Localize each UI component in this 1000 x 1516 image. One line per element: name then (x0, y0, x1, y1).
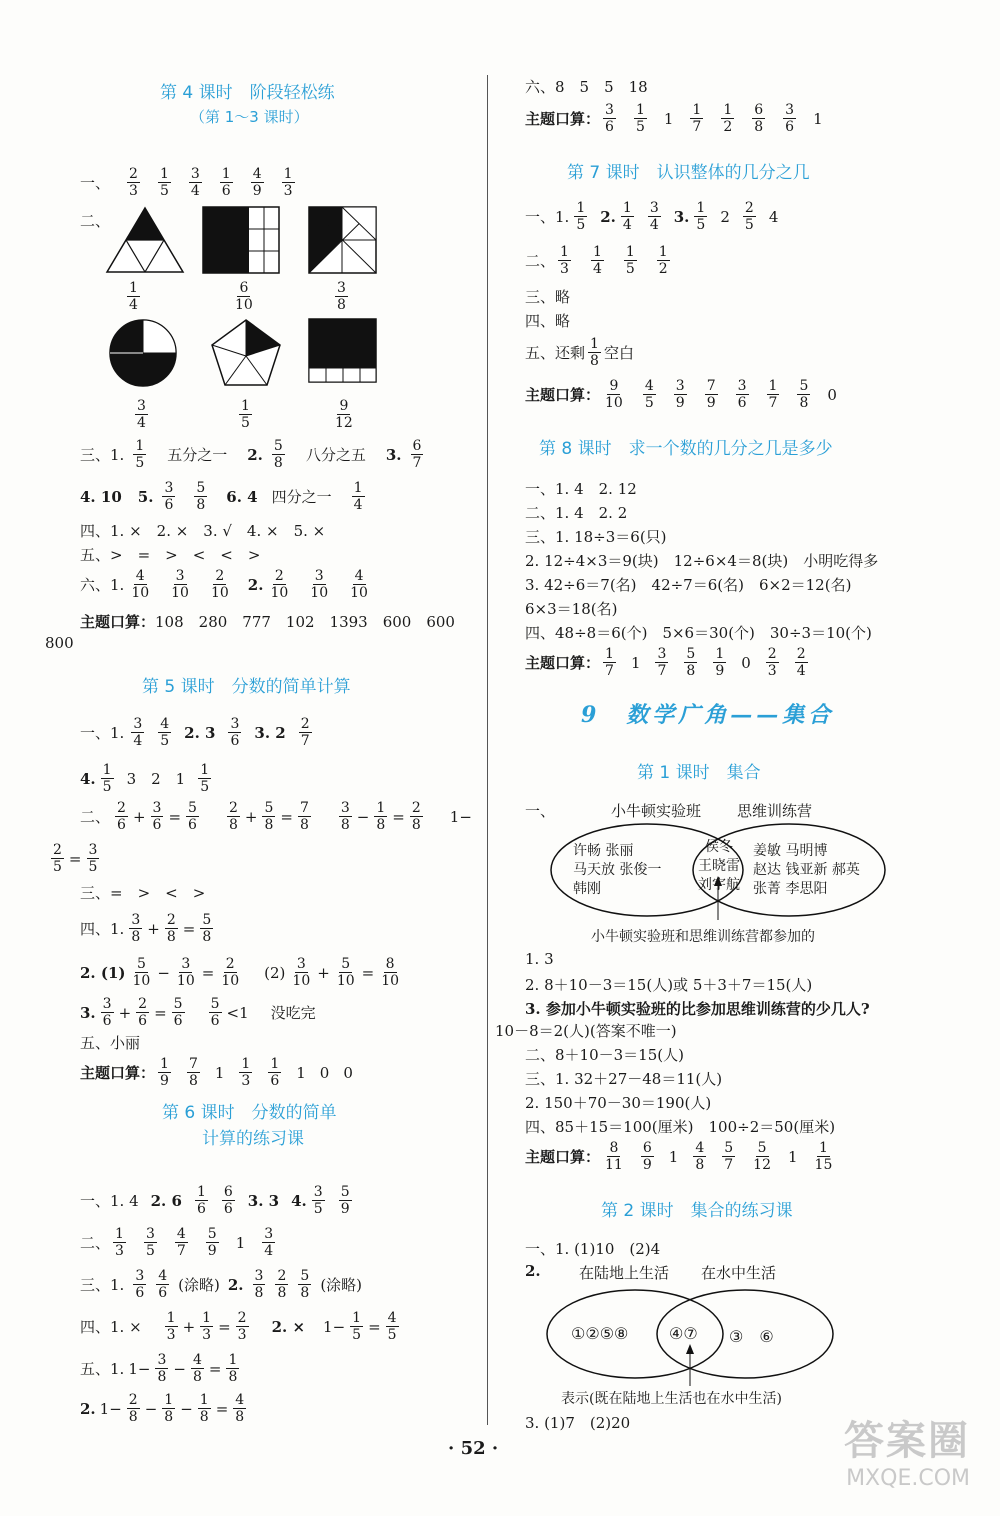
triangle-figure (105, 206, 185, 274)
fraction: $\frac{3}{4}$ (190, 166, 200, 199)
l4-q6: 六、1. $\frac{4}{10}$ $\frac{3}{10}$ $\frac{2}{10}$ 2. $\frac{2}{10}$ $\frac{3}{10}$ $\frac{4}{10}$ (80, 568, 368, 601)
r8-q3-2: 2. 12÷4×3＝9(块) 12÷6×4＝8(块) 小明吃得多 (525, 552, 879, 570)
l4-q3: 三、1. $\frac{1}{5}$ 五分之一 2. $\frac{5}{8}$ 八分之五 3. $\frac{6}{7}$ (80, 438, 422, 471)
fig-caption: $\frac{3}{8}$ (337, 280, 346, 313)
l4-q5: 五、> = > < < > (80, 546, 261, 564)
r91-l8: 四、85＋15＝100(厘米) 100÷2＝50(厘米) (525, 1118, 836, 1136)
lesson-6-title-2: 计算的练习课 (202, 1129, 304, 1149)
venn2-mid: ④⑦ (669, 1324, 698, 1343)
fig-caption: $\frac{1}{5}$ (241, 398, 250, 431)
venn1-mid-names: 侯冬 王晓雷 刘宇航 (698, 839, 740, 893)
rectangle-figure-tenths (202, 206, 282, 274)
l5-q4-1: 四、1. $\frac{3}{8}$ + $\frac{2}{8}$ = $\frac{5}{8}$ (80, 912, 212, 945)
l5-q4-3: 3. $\frac{3}{6}$ + $\frac{2}{6}$ = $\frac{5}{6}$ $\frac{5}{6}$ <1 没吃完 (80, 996, 316, 1029)
r-mental-4: 主题口算： $\frac{8}{11}$ $\frac{6}{9}$ 1 $\frac{4}{8}$ $\frac{5}{7}$ $\frac{5}{12}$ 1 $\frac{1}{15}$ (525, 1140, 833, 1173)
fraction: $\frac{1}{5}$ (159, 166, 169, 199)
fraction: $\frac{2}{3}$ (129, 166, 138, 199)
lesson-4-title: 第 4 课时 阶段轻松练 (160, 83, 335, 103)
fraction: $\frac{4}{9}$ (252, 166, 262, 199)
r-mental-1: 主题口算： $\frac{3}{6}$ $\frac{1}{5}$ 1 $\frac{1}{7}$ $\frac{1}{2}$ $\frac{6}{8}$ $\frac{3}{6}$ 1 (525, 102, 823, 135)
fig-caption: $\frac{9}{12}$ (335, 398, 353, 431)
r91-l1: 1. 3 (525, 950, 554, 968)
l5-q1: 一、1. $\frac{3}{4}$ $\frac{4}{5}$ 2. 3 $\frac{3}{6}$ 3. 2 $\frac{2}{7}$ (80, 716, 310, 749)
r8-q2: 二、1. 4 2. 2 (525, 504, 628, 522)
l4-q4: 四、1. × 2. × 3. √ 4. × 5. × (80, 522, 326, 540)
r7-q4: 四、略 (525, 312, 571, 330)
r91-l2: 2. 8＋10－3＝15(人)或 5＋3＋7＝15(人) (525, 976, 813, 994)
l6-q5-1: 五、1. 1− $\frac{3}{8}$ − $\frac{4}{8}$ = $\frac{1}{8}$ (80, 1352, 238, 1385)
venn2-left: ①②⑤⑧ (571, 1324, 629, 1343)
venn1-left-title: 小牛顿实验班 (611, 802, 702, 820)
r8-q1: 一、1. 4 2. 12 (525, 480, 637, 498)
lesson-8-title: 第 8 课时 求一个数的几分之几是多少 (539, 439, 833, 459)
venn1-right-names: 姜敏 马明博 赵达 钱亚新 郝英 张菁 李思阳 (753, 843, 860, 897)
l5-q2: 二、 $\frac{2}{6}$ + $\frac{3}{6}$ = $\frac{5}{6}$ $\frac{2}{8}$ + $\frac{5}{8}$ = $\frac{7}{8}$ $\frac{3}{8}$ − $\frac{1}{8}$ = $\frac{2}{8}$ 1− (80, 800, 472, 833)
venn2-left-title: 在陆地上生活 (579, 1264, 670, 1282)
l6-q1: 一、1. 4 2. 6 $\frac{1}{6}$ $\frac{6}{6}$ 3. 3 4. $\frac{3}{5}$ $\frac{5}{9}$ (80, 1184, 350, 1217)
column-divider (487, 75, 488, 1425)
r7-q2: 二、 $\frac{1}{3}$ $\frac{1}{4}$ $\frac{1}{5}$ $\frac{1}{2}$ (525, 244, 668, 277)
square-figure-eighths (308, 206, 378, 274)
circle-figure (108, 318, 178, 388)
r8-q3-3b: 6×3＝18(名) (525, 600, 618, 618)
l4-q3-cont: 4. 10 5. $\frac{3}{6}$ $\frac{5}{8}$ 6. 4 四分之一 $\frac{1}{4}$ (80, 480, 363, 513)
r92-l1: 一、1. (1)10 (2)4 (525, 1240, 661, 1258)
pentagon-figure (210, 318, 282, 388)
r91-l3: 3. 参加小牛顿实验班的比参加思维训练营的少几人? (525, 1000, 870, 1018)
venn2-right: ③ ⑥ (729, 1327, 774, 1346)
l4-q2-label: 二、 (80, 212, 111, 230)
r8-q3-1: 三、1. 18÷3＝6(只) (525, 528, 667, 546)
fig-caption: $\frac{1}{4}$ (129, 280, 138, 313)
watermark: 答案圈 MXQE.COM (844, 1418, 970, 1491)
r8-q3-3: 3. 42÷6＝7(名) 42÷7＝6(名) 6×2＝12(名) (525, 576, 852, 594)
r7-q3: 三、略 (525, 288, 571, 306)
r7-q1: 一、1. $\frac{1}{5}$ 2. $\frac{1}{4}$ $\frac{3}{4}$ 3. $\frac{1}{5}$ 2 $\frac{2}{5}$ 4 (525, 200, 779, 233)
l4-q1: 一、 $\frac{2}{3}$ $\frac{1}{5}$ $\frac{3}{4}$ $\frac{1}{6}$ $\frac{4}{9}$ $\frac{1}{3}$ (80, 166, 293, 199)
venn2-caption: 表示(既在陆地上生活也在水中生活) (561, 1391, 782, 1407)
l6-q5-2: 2. 1− $\frac{2}{8}$ − $\frac{1}{8}$ − $\frac{1}{8}$ = $\frac{4}{8}$ (80, 1392, 245, 1425)
venn2-right-title: 在水中生活 (701, 1264, 777, 1282)
lesson-9-2-title: 第 2 课时 集合的练习课 (601, 1201, 793, 1221)
l5-q2-wrap: $\frac{2}{5}$ = $\frac{3}{5}$ (53, 842, 98, 875)
r-six: 六、8 5 5 18 (525, 78, 648, 96)
venn1-caption: 小牛顿实验班和思维训练营都参加的 (591, 929, 815, 945)
fraction: $\frac{1}{3}$ (283, 166, 293, 199)
r-mental-2: 主题口算： $\frac{9}{10}$ $\frac{4}{5}$ $\frac{3}{9}$ $\frac{7}{9}$ $\frac{3}{6}$ $\frac{1}{7}$ $\frac{5}{8}$ 0 (525, 378, 837, 411)
r8-q4: 四、48÷8＝6(个) 5×6＝30(个) 30÷3＝10(个) (525, 624, 872, 642)
l6-q4: 四、1. × $\frac{1}{3}$ + $\frac{1}{3}$ = $\frac{2}{3}$ 2. × 1− $\frac{1}{5}$ = $\frac{4}{5}$ (80, 1310, 397, 1343)
l6-q3: 三、1. $\frac{3}{6}$ $\frac{4}{6}$ (涂略) 2. $\frac{3}{8}$ $\frac{2}{8}$ $\frac{5}{8}$ (涂略) (80, 1268, 363, 1301)
lesson-4-subtitle: （第 1～3 课时） (190, 108, 309, 126)
l4-mental-wrap: 800 (45, 634, 74, 652)
r91-l4: 10－8＝2(人)(答案不唯一) (495, 1022, 677, 1040)
lesson-5-title: 第 5 课时 分数的简单计算 (142, 677, 351, 697)
l6-q2: 二、 $\frac{1}{3}$ $\frac{3}{5}$ $\frac{4}{7}$ $\frac{5}{9}$ 1 $\frac{3}{4}$ (80, 1226, 274, 1259)
venn1-q-label: 一、 (525, 802, 556, 820)
r92-l2: 2. (525, 1262, 541, 1280)
venn1-right-title: 思维训练营 (737, 802, 813, 820)
r-mental-3: 主题口算： $\frac{1}{7}$ 1 $\frac{3}{7}$ $\frac{5}{8}$ $\frac{1}{9}$ 0 $\frac{2}{3}$ $\frac{2}{4}$ (525, 646, 806, 679)
l5-q5: 五、小丽 (80, 1034, 141, 1052)
r91-l7: 2. 150＋70－30＝190(人) (525, 1094, 712, 1112)
lesson-9-1-title: 第 1 课时 集合 (637, 763, 761, 783)
unit-9-title: 9 数学广角——集合 (581, 702, 835, 728)
fraction: $\frac{1}{6}$ (221, 166, 231, 199)
fig-caption: $\frac{6}{10}$ (235, 280, 253, 313)
l5-mental: 主题口算： $\frac{1}{9}$ $\frac{7}{8}$ 1 $\frac{1}{3}$ $\frac{1}{6}$ 1 0 0 (80, 1056, 353, 1089)
r91-l6: 三、1. 32＋27－48＝11(人) (525, 1070, 723, 1088)
l5-q1-4: 4. $\frac{1}{5}$ 3 2 1 $\frac{1}{5}$ (80, 762, 210, 795)
lesson-6-title-1: 第 6 课时 分数的简单 (162, 1103, 337, 1123)
fig-caption: $\frac{3}{4}$ (137, 398, 146, 431)
rectangle-figure-twelfths (308, 318, 378, 384)
lesson-7-title: 第 7 课时 认识整体的几分之几 (567, 163, 810, 183)
r92-l3: 3. (1)7 (2)20 (525, 1414, 631, 1432)
r7-q5: 五、还剩 $\frac{1}{8}$ 空白 (525, 336, 634, 369)
l4-mental: 主题口算：108 280 777 102 1393 600 600 (80, 613, 455, 631)
venn1-left-names: 许畅 张丽 马天放 张俊一 韩刚 (573, 843, 662, 897)
page-number: · 52 · (448, 1438, 499, 1459)
l5-q3: 三、= > < > (80, 884, 206, 902)
l5-q4-2: 2. (1) $\frac{5}{10}$ − $\frac{3}{10}$ = $\frac{2}{10}$ (2) $\frac{3}{10}$ + $\frac{5}{10}$ = $\frac{8}{10}$ (80, 956, 400, 989)
r91-l5: 二、8＋10－3＝15(人) (525, 1046, 684, 1064)
